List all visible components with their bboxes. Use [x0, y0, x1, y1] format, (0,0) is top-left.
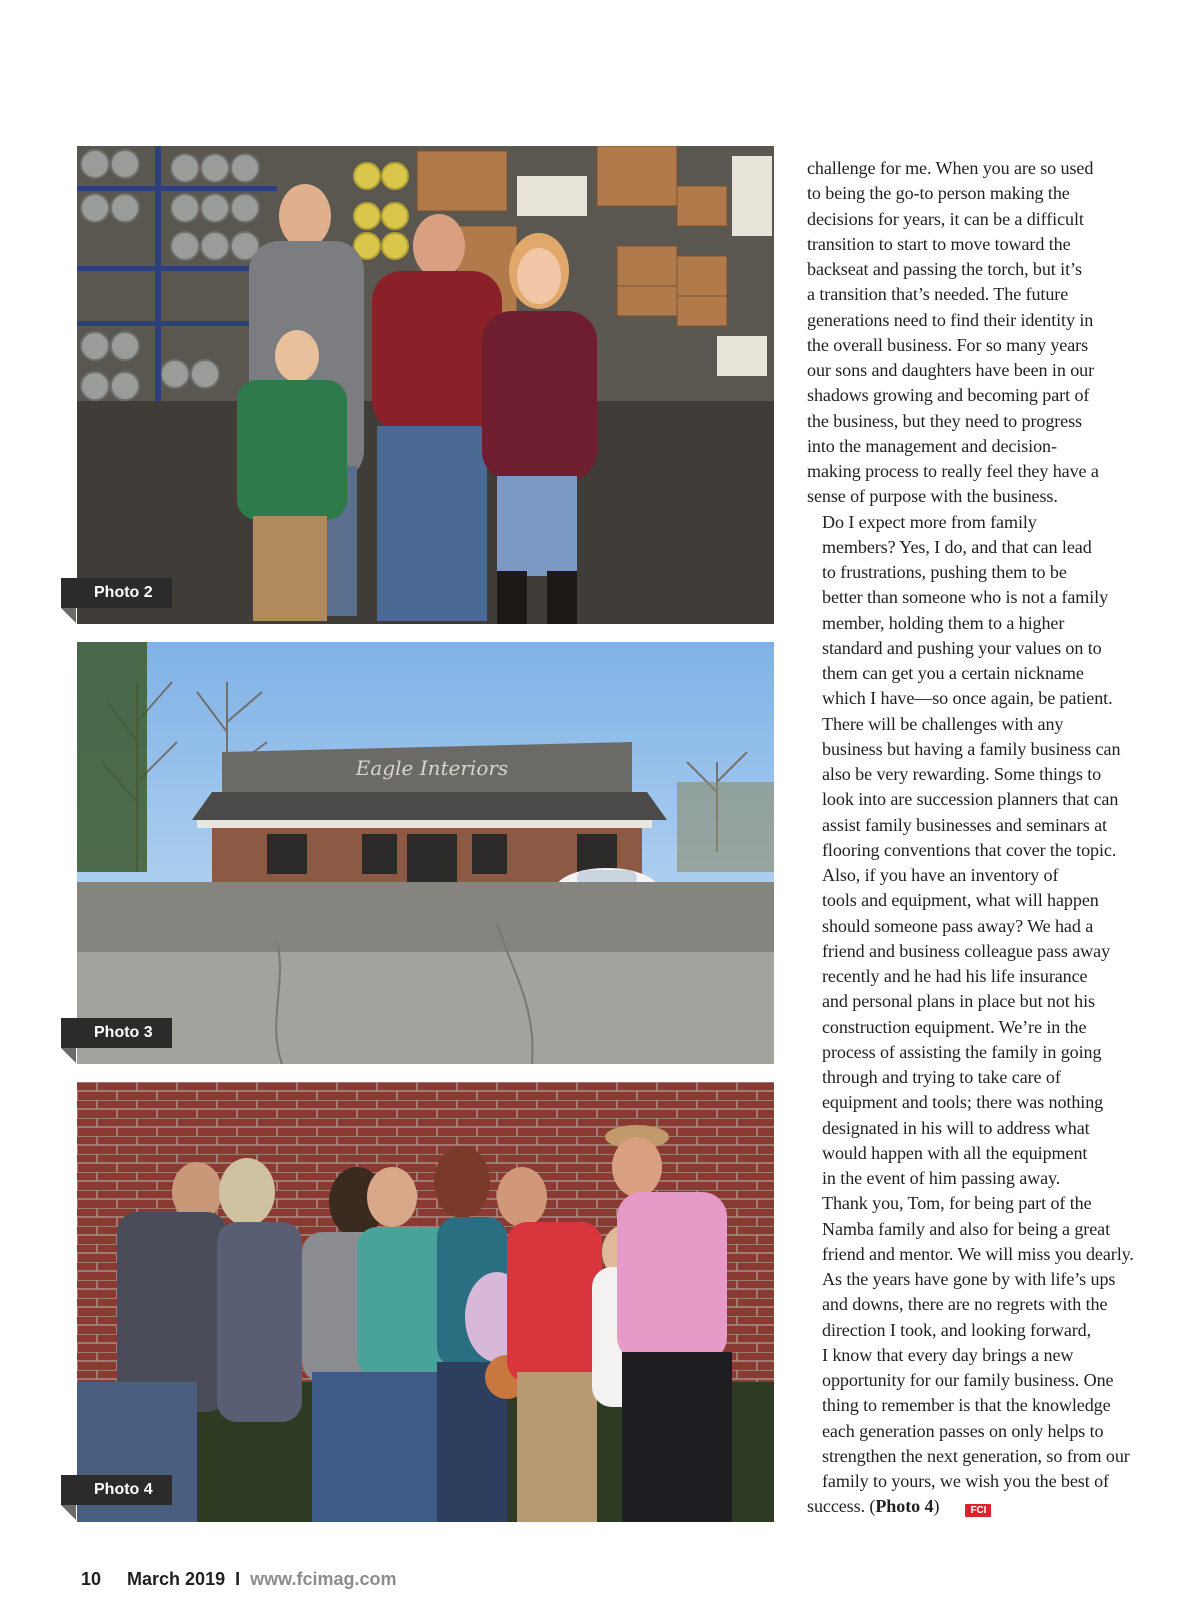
article-paragraph: [807, 712, 1137, 864]
article-closing-line: [807, 1494, 1137, 1519]
closing-suffix: ): [933, 1496, 940, 1517]
article-line: member, holding them to a higher: [822, 612, 1065, 633]
article-line: As the years have gone by with life’s ups: [822, 1269, 1116, 1289]
article-line: would happen with all the equipment: [822, 1142, 1088, 1163]
article-line: business but having a family business can: [822, 738, 1121, 759]
tag-fold-shape: [61, 1048, 76, 1063]
issue-date: March 2019: [127, 1569, 226, 1589]
photo-3-label-tag: [61, 1018, 172, 1048]
article-line: generations need to find their identity in: [807, 309, 1094, 330]
article-line: into the management and decision-: [807, 435, 1057, 456]
article-text-column: [807, 156, 1137, 1520]
article-line: thing to remember is that the knowledge: [822, 1395, 1111, 1416]
article-line: them can get you a certain nickname: [822, 663, 1084, 683]
article-line: and downs, there are no regrets with the: [822, 1294, 1108, 1315]
article-line: assist family businesses and seminars at: [822, 814, 1107, 835]
article-line: designated in his will to address what: [822, 1117, 1090, 1138]
article-line: the business, but they need to progress: [807, 410, 1082, 431]
tag-fold-shape: [61, 1505, 76, 1520]
website-url[interactable]: www.fcimag.com: [250, 1569, 397, 1589]
footer-separator: I: [235, 1569, 241, 1589]
page-footer: [81, 1569, 396, 1593]
article-line: recently and he had his life insurance: [822, 966, 1088, 986]
fci-end-mark-logo: FCI: [965, 1504, 991, 1517]
article-line: opportunity for our family business. One: [822, 1370, 1114, 1390]
article-line: which I have—so once again, be patient.: [822, 688, 1113, 709]
article-paragraph: [807, 863, 1137, 1191]
article-line: look into are succession planners that can: [822, 789, 1119, 810]
article-line: making process to really feel they have a: [807, 461, 1099, 481]
article-paragraph: [807, 1191, 1137, 1267]
article-line: friend and mentor. We will miss you dearly.: [822, 1243, 1134, 1264]
article-line: flooring conventions that cover the topic.: [822, 839, 1117, 860]
eagle-interiors-sign: Eagle Interiors: [355, 756, 509, 780]
article-line: family to yours, we wish you the best of: [822, 1471, 1109, 1491]
article-line: tools and equipment, what will happen: [822, 890, 1099, 911]
article-line: a transition that’s needed. The future: [807, 284, 1069, 305]
article-line: the overall business. For so many years: [807, 334, 1089, 355]
article-line: Thank you, Tom, for being part of the: [822, 1193, 1092, 1214]
article-line: standard and pushing your values on to: [822, 637, 1102, 658]
article-line: sense of purpose with the business.: [807, 486, 1058, 507]
article-line: friend and business colleague pass away: [822, 940, 1111, 961]
photo-4-reference: Photo 4: [875, 1496, 934, 1517]
article-line: process of assisting the family in going: [822, 1041, 1102, 1062]
article-line: through and trying to take care of: [822, 1067, 1061, 1087]
article-line: shadows growing and becoming part of: [807, 385, 1090, 406]
photo-2-warehouse-family: [77, 146, 774, 624]
article-line: each generation passes on only helps to: [822, 1420, 1104, 1441]
article-line: transition to start to move toward the: [807, 233, 1071, 254]
article-line: direction I took, and looking forward,: [822, 1319, 1092, 1340]
article-line: construction equipment. We’re in the: [822, 1016, 1087, 1037]
article-line: challenge for me. When you are so used: [807, 158, 1094, 178]
photo-3-label: Photo 3: [61, 1018, 172, 1048]
page-number: 10: [81, 1569, 102, 1589]
photo-4-family-group: [77, 1082, 774, 1522]
article-line: I know that every day brings a new: [822, 1344, 1074, 1365]
closing-prefix: success. (: [807, 1496, 876, 1517]
tag-fold-shape: [61, 608, 76, 623]
photo-4-label-tag: [61, 1475, 172, 1505]
photo-4-label: Photo 4: [61, 1475, 172, 1505]
article-line: also be very rewarding. Some things to: [822, 764, 1102, 784]
article-line: strengthen the next generation, so from our: [822, 1445, 1130, 1466]
article-line: in the event of him passing away.: [822, 1168, 1061, 1188]
article-line: to being the go-to person making the: [807, 183, 1070, 204]
photo-3-eagle-interiors-building: [77, 642, 774, 1064]
article-line: should someone pass away? We had a: [822, 915, 1094, 936]
article-line: members? Yes, I do, and that can lead: [822, 536, 1092, 557]
article-line: There will be challenges with any: [822, 713, 1064, 734]
article-paragraph: [807, 1267, 1137, 1494]
article-line: our sons and daughters have been in our: [807, 360, 1095, 380]
article-line: Namba family and also for being a great: [822, 1218, 1111, 1239]
article-paragraph: [807, 510, 1137, 712]
photo-2-label: Photo 2: [61, 578, 172, 608]
article-line: to frustrations, pushing them to be: [822, 562, 1067, 582]
article-line: Do I expect more from family: [822, 511, 1037, 532]
article-line: and personal plans in place but not his: [822, 991, 1095, 1012]
photo-2-label-tag: [61, 578, 172, 608]
article-line: decisions for years, it can be a difficult: [807, 208, 1084, 229]
article-line: better than someone who is not a family: [822, 587, 1109, 608]
article-line: equipment and tools; there was nothing: [822, 1092, 1104, 1113]
article-line: backseat and passing the torch, but it’s: [807, 259, 1082, 279]
article-line: Also, if you have an inventory of: [822, 865, 1059, 885]
article-paragraph: [807, 156, 1137, 510]
